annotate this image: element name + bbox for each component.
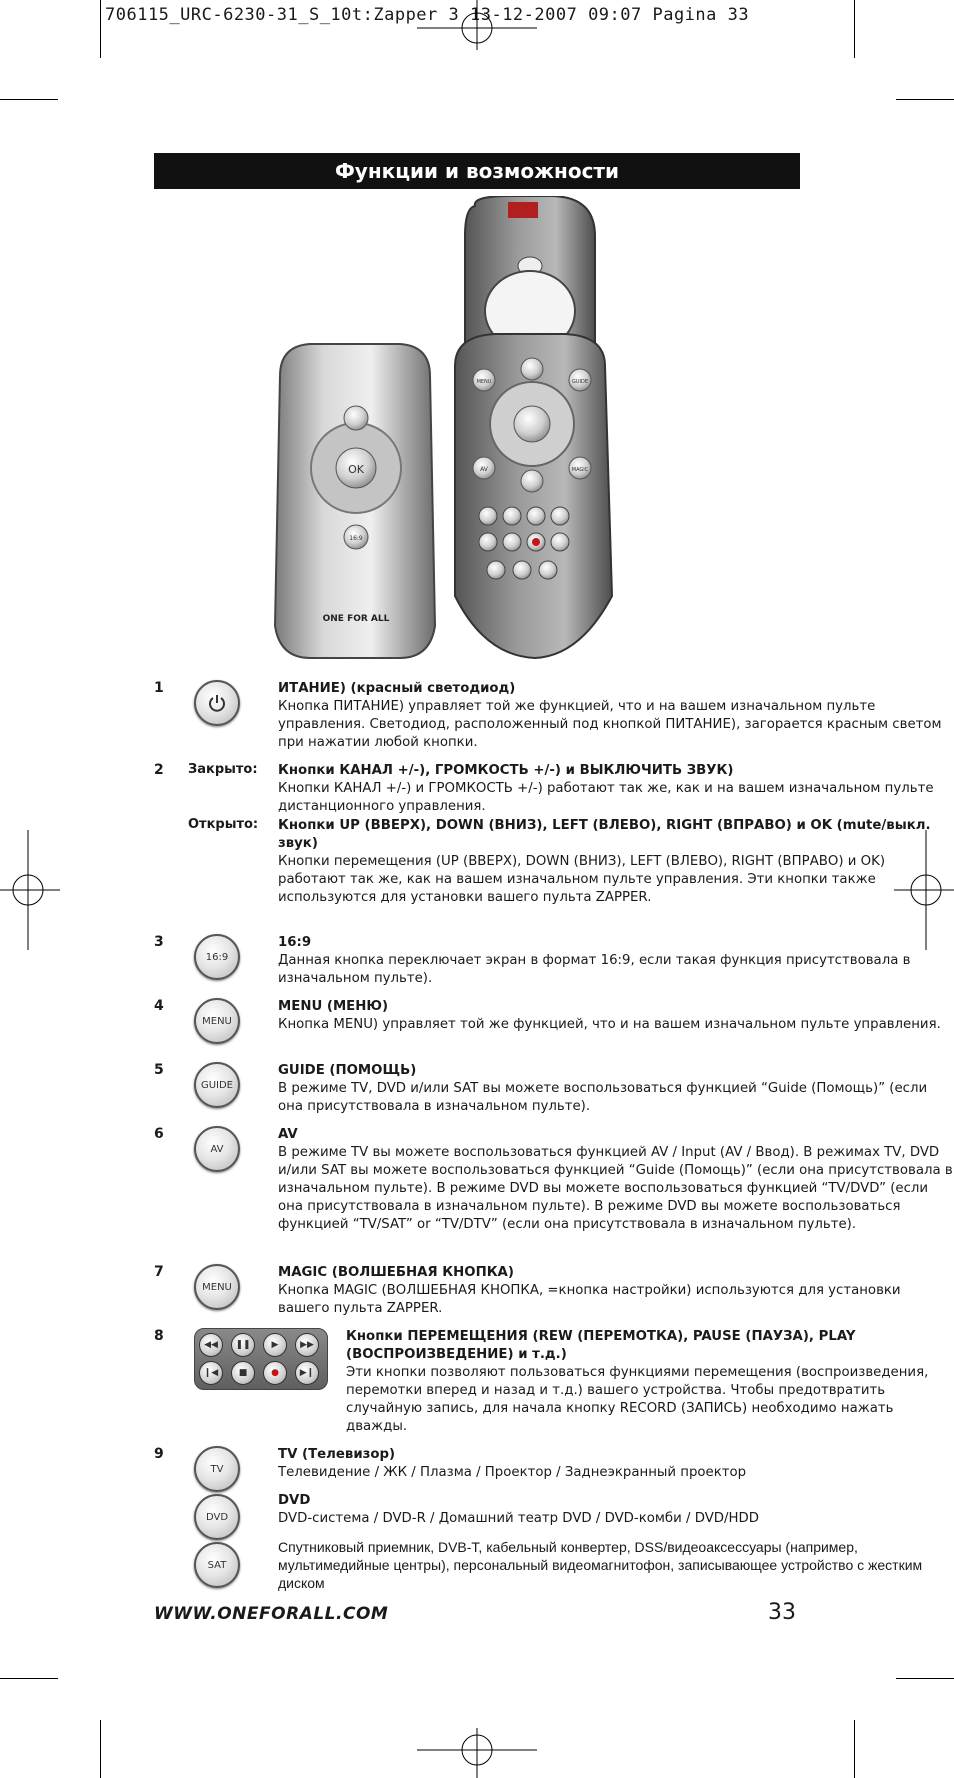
stop-icon: ■ <box>231 1361 255 1385</box>
closed-text <box>278 762 954 816</box>
section-title: Функции и возможности <box>154 153 800 189</box>
svg-text:ONE FOR ALL: ONE FOR ALL <box>322 614 390 624</box>
item-title: MENU (МЕНЮ) <box>278 999 389 1014</box>
item-number: 5 <box>154 1062 164 1078</box>
svg-text:GUIDE: GUIDE <box>571 379 589 385</box>
svg-text:MENU: MENU <box>476 379 492 385</box>
item-body: Кнопка MENU) управляет той же функцией, что и на вашем изначальном пульте управления. <box>278 1017 941 1032</box>
svg-text:MAGIC: MAGIC <box>571 467 589 473</box>
open-title: Кнопки UP (ВВЕРХ), DOWN (ВНИЗ), LEFT (ВЛЕВО), RIGHT (ВПРАВО) и OK (mute/выкл. звук) <box>278 818 931 851</box>
crop-mark <box>0 1678 58 1679</box>
item-body: Кнопка MAGIC (ВОЛШЕБНАЯ КНОПКА, =кнопка настройки) используются для установки вашего пульта ZAPPER. <box>278 1283 901 1316</box>
closed-title: Кнопки КАНАЛ +/-), ГРОМКОСТЬ +/-) и ВЫКЛЮЧИТЬ ЗВУК) <box>278 763 734 778</box>
sat-text <box>278 1538 954 1592</box>
item-title: 16:9 <box>278 935 312 950</box>
item-number: 7 <box>154 1264 164 1280</box>
play-icon: ▶ <box>263 1333 287 1357</box>
dvd-title: DVD <box>278 1493 311 1508</box>
item-text <box>278 934 954 988</box>
item-number: 6 <box>154 1126 164 1142</box>
item-title: AV <box>278 1127 298 1142</box>
item-number: 2 <box>154 762 164 778</box>
item-title: Кнопки ПЕРЕМЕЩЕНИЯ (REW (ПЕРЕМОТКА), PAUSE (ПАУЗА), PLAY (ВОСПРОИЗВЕДЕНИЕ) и т.д.) <box>346 1329 856 1362</box>
crop-mark <box>854 1720 855 1778</box>
item-body: В режиме TV вы можете воспользоваться функцией AV / Input (AV / Ввод). В режимах TV, DVD и/или SAT вы можете воспользоваться функцией “Guide (Помощь)” (если она присутствовала в изначальном пульте). В режиме DVD вы можете воспользоваться функцией “TV/DVD” (если она присутствовала в изначальном пульте). В режиме DVD вы можете воспользоваться функцией “TV/SAT” or “TV/DTV” (если она присутствовала в изначальном пульте). <box>278 1145 953 1232</box>
item-text <box>278 1126 954 1234</box>
pause-icon: ❚❚ <box>231 1333 255 1357</box>
tv-title: TV (Телевизор) <box>278 1447 396 1462</box>
sat-button-icon: SAT <box>194 1542 240 1588</box>
rewind-icon: ◀◀ <box>199 1333 223 1357</box>
crop-mark <box>100 1720 101 1778</box>
website-link[interactable]: WWW.ONEFORALL.COM <box>154 1604 389 1624</box>
item-title: MAGIC (ВОЛШЕБНАЯ КНОПКА) <box>278 1265 514 1280</box>
item-body: Эти кнопки позволяют пользоваться функциями перемещения (воспроизведения, перемотки вперед и назад и т.д.) вашего устройства. Чтобы предотвратить случайную запись, для начала кнопку RECORD (ЗАПИСЬ) необходимо нажать дважды. <box>346 1365 929 1434</box>
item-text <box>346 1328 946 1436</box>
open-body: Кнопки перемещения (UP (ВВЕРХ), DOWN (ВНИЗ), LEFT (ВЛЕВО), RIGHT (ВПРАВО) и OK) работают так же, как на вашем изначальном пульте управления. Эти кнопки также используются для установки вашего пульта ZAPPER. <box>278 854 886 905</box>
item-text <box>278 998 954 1034</box>
menu-button-icon: MENU <box>194 998 240 1044</box>
dvd-body: DVD-система / DVD-R / Домашний театр DVD / DVD-комби / DVD/HDD <box>278 1511 759 1526</box>
tv-text <box>278 1446 954 1482</box>
crop-mark <box>100 0 101 58</box>
svg-text:16:9: 16:9 <box>349 535 363 542</box>
av-button-icon: AV <box>194 1126 240 1172</box>
item-number: 8 <box>154 1328 164 1344</box>
closed-body: Кнопки КАНАЛ +/-) и ГРОМКОСТЬ +/-) работают так же, как и на вашем изначальном пульте дистанционного управления. <box>278 781 934 814</box>
page-number: 33 <box>768 1600 796 1625</box>
svg-text:OK: OK <box>348 463 364 476</box>
guide-button-icon: GUIDE <box>194 1062 240 1108</box>
registration-mark-bottom <box>417 1728 537 1778</box>
remote-illustration <box>250 196 750 666</box>
item-number: 9 <box>154 1446 164 1462</box>
magic-button-icon: MENU <box>194 1264 240 1310</box>
item-number: 1 <box>154 680 164 696</box>
item-body: Кнопка ПИТАНИЕ) управляет той же функцией, что и на вашем изначальном пульте управления. Светодиод, расположенный под кнопкой ПИТАНИЕ), загорается красным светом при нажатии любой кнопки. <box>278 699 942 750</box>
registration-mark-left <box>0 830 60 950</box>
dvd-text <box>278 1492 954 1528</box>
crop-mark <box>0 99 58 100</box>
skip-forward-icon: ▶❙ <box>295 1361 319 1385</box>
registration-mark-top <box>417 0 537 50</box>
power-button-icon <box>194 680 240 726</box>
closed-label: Закрыто: <box>188 762 258 777</box>
open-text <box>278 817 954 907</box>
print-slug: 706115_URC-6230-31_S_10t:Zapper 3 13-12-2007 09:07 Pagina 33 <box>105 5 750 25</box>
sat-body: Спутниковый приемник, DVB-T, кабельный конвертер, DSS/видеоаксессуары (например, мультимедийные центры), персональный видеомагнитофон, записывающее устройство с жестким диском <box>278 1539 923 1591</box>
tv-body: Телевидение / ЖК / Плазма / Проектор / Заднеэкранный проектор <box>278 1465 747 1480</box>
fast-forward-icon: ▶▶ <box>295 1333 319 1357</box>
tv-button-icon: TV <box>194 1446 240 1492</box>
transport-buttons-icon <box>194 1328 328 1390</box>
item-body: В режиме TV, DVD и/или SAT вы можете воспользоваться функцией “Guide (Помощь)” (если она присутствовала в изначальном пульте). <box>278 1081 928 1114</box>
crop-mark <box>896 99 954 100</box>
item-text <box>278 680 954 752</box>
item-body: Данная кнопка переключает экран в формат 16:9, если такая функция присутствовала в изначальном пульте). <box>278 953 911 986</box>
crop-mark <box>854 0 855 58</box>
skip-back-icon: ❙◀ <box>199 1361 223 1385</box>
item-title: GUIDE (ПОМОЩЬ) <box>278 1063 417 1078</box>
crop-mark <box>896 1678 954 1679</box>
open-remote <box>455 196 612 658</box>
item-title: ИТАНИЕ) (красный светодиод) <box>278 681 516 696</box>
open-label: Открыто: <box>188 817 259 832</box>
item-text <box>278 1264 954 1318</box>
record-icon: ● <box>263 1361 287 1385</box>
closed-remote <box>275 344 435 658</box>
item-number: 4 <box>154 998 164 1014</box>
svg-text:AV: AV <box>480 466 488 473</box>
ratio-button-icon: 16:9 <box>194 934 240 980</box>
item-number: 3 <box>154 934 164 950</box>
item-text <box>278 1062 954 1116</box>
dvd-button-icon: DVD <box>194 1494 240 1540</box>
